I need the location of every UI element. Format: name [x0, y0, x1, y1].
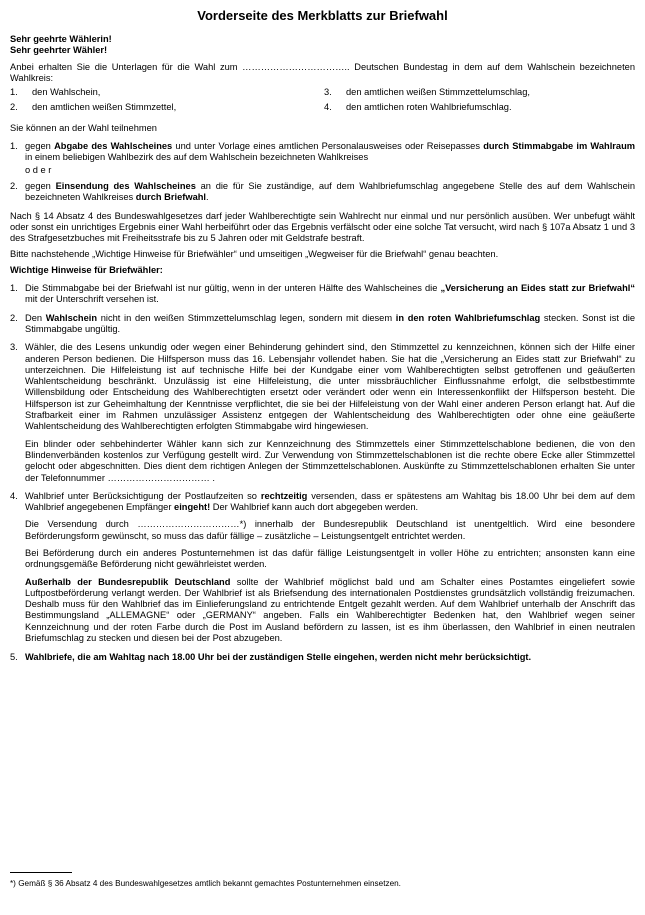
bold-run: Abgabe des Wahlscheines: [54, 141, 173, 152]
item-number: 1.: [10, 283, 18, 294]
footnote: *) Gemäß § 36 Absatz 4 des Bundeswahlgesetzes amtlich bekannt gemachtes Postunternehmen einsetzen.: [10, 879, 401, 888]
hints-heading: Wichtige Hinweise für Briefwähler:: [10, 264, 163, 275]
item-body: [25, 652, 635, 663]
salutation-female: Sehr geehrte Wählerin!: [10, 34, 112, 44]
oder-separator: o d e r: [25, 164, 52, 175]
bold-run: durch Stimmabgabe im Wahlraum: [483, 141, 636, 152]
text-run: gegen: [25, 180, 56, 191]
enclosure-item: den amtlichen roten Wahlbriefumschlag.: [346, 102, 512, 113]
hint-2: [10, 313, 635, 336]
text-run: nicht in den weißen Stimmzettelumschlag legen, sondern mit diesem: [97, 312, 396, 323]
item-body: [25, 342, 635, 484]
enclosure-number: 2.: [10, 102, 18, 113]
bold-run: Wahlschein: [45, 312, 98, 323]
text-run: gegen: [25, 141, 55, 152]
bold-run: rechtzeitig: [260, 490, 308, 501]
item-number: 4.: [10, 490, 18, 501]
item-body: [25, 491, 635, 645]
item-body: [25, 181, 635, 204]
text-run: in einem beliebigen Wahlbezirk des auf dem Wahlschein bezeichneten Wahlkreises: [25, 152, 369, 163]
hint-1: [10, 283, 635, 306]
text-run: .: [206, 192, 209, 203]
assistance-paragraph: Wähler, die des Lesens unkundig oder wegen einer Behinderung gehindert sind, den Stimmzettel zu kennzeichnen, können sich der Hilfe einer anderen Person bedienen. Die Hilfsperson muss das 16. Lebensjahr vollendet haben. Sie hat die „Versicherung an Eides statt zur Briefwahl“ zu unterzeichnen. Die Hilfeleistung ist auf technische Hilfe bei der Kundgabe einer vom Wahlberechtigten selbst getroffenen und geäußerten Wahlentscheidung beschränkt. Unzulässig ist eine Hilfeleistung, die unter missbräuchlicher Einflussnahme erfolgt, die selbstbestimmte Willensbildung oder Entscheidung des Wahlberechtigten ersetzt oder verändert oder wenn ein Interessenkonflikt der Hilfsperson besteht. Die Hilfsperson ist zur Geheimhaltung der Kenntnisse verpflichtet, die sie bei der Hilfeleistung von der Wahl einer anderen Person erlangt hat. Auf die Strafbarkeit einer im Rahmen unzulässiger Assistenz entgegen der Wahlentscheidung des Wahlberechtigten oder ohne eine geäußerte Wahlentscheidung des Wahlberechtigten erfolgten Stimmabgabe wird hingewiesen.: [25, 342, 635, 432]
item-number: 2.: [10, 312, 18, 323]
item-number: 2.: [10, 180, 18, 191]
deadline-paragraph: [25, 491, 635, 514]
text-run: mit der Unterschrift versehen ist.: [25, 294, 159, 305]
enclosure-list: [10, 87, 635, 114]
postage-paragraph: Die Versendung durch ……………………………*) innerhalb der Bundesrepublik Deutschland ist unentgeltlich. Wird eine besondere Beförderungsform gewünscht, so muss das dafür fällige – zusätzliche – Leistungsentgelt entrichtet werden.: [25, 519, 635, 541]
item-body: [25, 313, 635, 336]
enclosure-number: 1.: [10, 87, 18, 98]
enclosure-item: den amtlichen weißen Stimmzettel,: [32, 102, 177, 113]
stencil-paragraph: Ein blinder oder sehbehinderter Wähler kann sich zur Kennzeichnung des Stimmzettels einer Stimmzettelschablone bedienen, die von den Blindenverbänden kostenlos zur Verfügung gestellt wird. Zur Verwendung von Stimmzettelschablonen ist die rechte obere Ecke aller Stimmzettel gelocht oder abgeschnitten. Dies dient dem richtigen Anlegen der Stimmzettelschablonen. Auskünfte zu Stimmzettelschablonen erhalten Sie unter der Telefonnummer …………………………… .: [25, 438, 635, 483]
text-run: stecken. Sonst ist die Stimmabgabe ungültig.: [25, 312, 636, 334]
text-run: Den: [25, 312, 46, 323]
intro-paragraph: Anbei erhalten Sie die Unterlagen für die Wahl zum …………………………….. Deutschen Bundestag in dem auf dem Wahlschein bezeichneten Wahlkreis:: [10, 61, 635, 83]
item-number: 5.: [10, 652, 18, 663]
legal-note: Nach § 14 Absatz 4 des Bundeswahlgesetzes darf jeder Wahlberechtigte sein Wahlrecht nur einmal und nur persönlich ausüben. Wer unbefugt wählt oder sonst ein unrichtiges Ergebnis einer Wahl herbeiführt oder das Ergebnis verfälscht oder eine solche Tat versucht, wird nach § 107a Absatz 1 und 3 des Strafgesetzbuches mit Freiheitsstrafe bis zu 5 Jahren oder mit Geldstrafe bestraft.: [10, 210, 635, 244]
bold-run: „Versicherung an Eides statt zur Briefwahl“: [440, 283, 635, 294]
enclosure-item: den amtlichen weißen Stimmzettelumschlag,: [346, 87, 530, 98]
text-run: an die für Sie zuständige, auf dem Wahlbriefumschlag angegebene Stelle des auf dem Wahlschein bezeichneten Wahlkreises: [25, 180, 635, 203]
bold-run: in den roten Wahlbriefumschlag: [395, 312, 541, 323]
bold-run: Außerhalb der Bundesrepublik Deutschland: [25, 576, 231, 587]
footnote-divider: [10, 872, 72, 873]
hint-4: [10, 491, 635, 645]
document-page: [10, 8, 635, 664]
hint-5: [10, 652, 635, 663]
bold-run: Wahlbriefe, die am Wahltag nach 18.00 Uhr bei der zuständigen Stelle eingehen, werden nicht mehr berücksichtigt.: [25, 652, 532, 663]
abroad-paragraph: [25, 577, 635, 645]
participation-option-2: [10, 181, 635, 204]
page-title: Vorderseite des Merkblatts zur Briefwahl: [197, 8, 448, 23]
participation-intro: Sie können an der Wahl teilnehmen: [10, 122, 157, 133]
text-run: Die Stimmabgabe bei der Briefwahl ist nur gültig, wenn in der unteren Hälfte des Wahlscheines die: [25, 283, 441, 294]
hint-3: [10, 342, 635, 484]
other-carrier-paragraph: Bei Beförderung durch ein anderes Postunternehmen ist das dafür fällige Leistungsentgelt in voller Höhe zu entrichten; ansonsten kann eine ordnungsgemäße Beförderung nicht gewährleistet werden.: [25, 547, 635, 570]
text-run: versenden, dass er spätestens am Wahltag bis 18.00 Uhr bei dem auf dem Wahlbrief angegebenen Empfänger: [25, 490, 635, 513]
participation-option-1: [10, 141, 635, 176]
item-number: 1.: [10, 141, 18, 152]
text-run: Der Wahlbrief kann auch dort abgegeben werden.: [210, 502, 419, 513]
item-body: [25, 283, 635, 306]
item-body: [25, 141, 635, 176]
enclosure-number: 4.: [324, 102, 332, 113]
bold-run: durch Briefwahl: [135, 192, 207, 203]
enclosure-item: den Wahlschein,: [32, 87, 101, 98]
salutation-male: Sehr geehrter Wähler!: [10, 45, 108, 56]
text-run: Wahlbrief unter Berücksichtigung der Postlaufzeiten so: [25, 490, 261, 501]
text-run: sollte der Wahlbrief möglichst bald und am Schalter eines Postamtes eingeliefert sowie Luftpostbeförderung verlangt werden. Der Wahlbrief ist als Briefsendung des internationalen Postdienstes grundsätzlich vollständig freizumachen. Deshalb muss für den Wahlbrief das im Einlieferungsland zu entrichtende Entgelt gezahlt werden. Auf dem Wahlbrief unterhalb der Anschrift das Bestimmungsland „ALLEMAGNE“ oder „GERMANY“ angeben. Falls ein Wahlberechtigter Bedenken hat, den Wahlbrief wegen seiner Kennzeichnung und der roten Farbe durch die Post im Ausland befördern zu lassen, ist es ihm überlassen, den Wahlbrief in einen neutralen Briefumschlag zu stecken und diesen bei der Post abzugeben.: [25, 576, 635, 644]
please-note: Bitte nachstehende „Wichtige Hinweise für Briefwähler“ und umseitigen „Wegweiser für die Briefwahl“ genau beachten.: [10, 249, 499, 260]
bold-run: Einsendung des Wahlscheines: [55, 180, 196, 191]
text-run: und unter Vorlage eines amtlichen Personalausweises oder Reisepasses: [172, 141, 484, 152]
enclosure-number: 3.: [324, 87, 332, 98]
bold-run: eingeht!: [174, 502, 211, 513]
item-number: 3.: [10, 342, 18, 353]
